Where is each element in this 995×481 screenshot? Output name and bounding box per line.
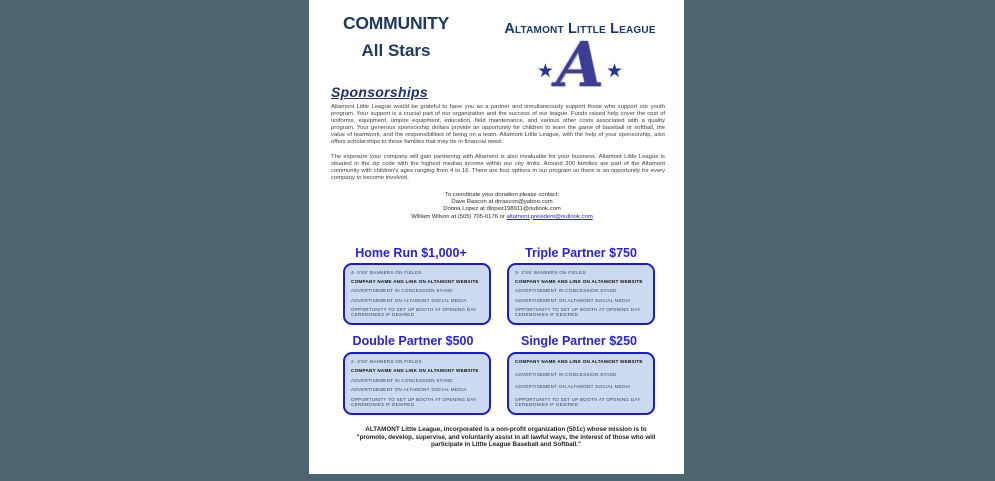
logo-letter-a: A	[555, 28, 605, 101]
contact-email-link[interactable]: altamont.president@outlook.com	[506, 213, 593, 220]
tier-title-triple-partner: Triple Partner $750	[525, 246, 637, 260]
sponsorship-paragraph-2: The exposure your company will gain partnering with Altamont is also invaluable for your business. Altamont Little League is situated in the zip code with the highest median income within our city limits. Around 300 families are part of the Altamont community with children's ages ranging from 4 to 16. There are four options in our program so there is an opportunity for every company to become involved.	[331, 154, 665, 182]
tier-benefit-line: ADVERTISEMENT ON ALTAMONT SOCIAL MEDIA	[351, 297, 467, 303]
tier-benefit-line: COMPANY NAME AND LINK ON ALTAMONT WEBSITE	[515, 279, 643, 285]
tier-benefit-line: ADVERTISEMENT IN CONCESSION STAND	[515, 371, 617, 377]
document-page	[309, 0, 684, 474]
tier-benefit-line: COMPANY NAME AND LINK ON ALTAMONT WEBSITE	[351, 279, 479, 285]
tier-title-home-run: Home Run $1,000+	[355, 246, 467, 260]
tier-box-double-partner	[343, 352, 491, 415]
tier-benefit-line: OPPORTUNITY TO SET UP BOOTH AT OPENING DAY CEREMONIES IF DESIRED	[351, 396, 477, 408]
tier-benefit-line: ADVERTISEMENT ON ALTAMONT SOCIAL MEDIA	[515, 384, 631, 390]
community-title-block	[323, 13, 469, 61]
tier-benefit-line: OPPORTUNITY TO SET UP BOOTH AT OPENING DAY CEREMONIES IF DESIRED	[351, 306, 477, 318]
footer-mission-text: ALTAMONT Little League, Incorporated is a non-profit organization (501c) whose mission is to "promote, develop, supervise, and voluntarily assist in all lawful ways, the interest of those who will participate in Little League Baseball and Softball."	[356, 426, 656, 449]
tier-benefit-line: 3- 3'X5' BANNERS ON FIELDS	[515, 270, 586, 275]
tier-title-double-partner: Double Partner $500	[352, 334, 474, 348]
sponsorships-heading: Sponsorships	[331, 84, 428, 100]
tier-box-triple-partner	[507, 263, 655, 325]
tier-title-single-partner: Single Partner $250	[520, 334, 638, 348]
tier-benefit-line: OPPORTUNITY TO SET UP BOOTH AT OPENING DAY CEREMONIES IF DESIRED	[515, 306, 641, 318]
tier-benefit-line: ADVERTISEMENT IN CONCESSION STAND	[351, 377, 453, 383]
contact-line-dave: Dave Rascon at drrascon@yahoo.com	[451, 199, 553, 206]
contact-intro: To coordinate your donation please contact:	[445, 192, 559, 198]
tier-box-home-run	[343, 263, 491, 325]
tier-box-single-partner	[507, 352, 655, 415]
league-title: Altamont Little League	[504, 21, 656, 37]
community-title: COMMUNITY	[342, 13, 450, 33]
star-right-icon: ★	[606, 61, 624, 82]
contact-block	[347, 192, 657, 221]
allstars-title: All Stars	[361, 41, 431, 60]
tier-benefit-line: ADVERTISEMENT IN CONCESSION STAND	[351, 288, 453, 294]
tier-benefit-line: 2- 3'X5' BANNERS ON FIELDS	[351, 359, 422, 364]
tier-benefit-line: COMPANY NAME AND LINK ON ALTAMONT WEBSITE	[351, 368, 479, 374]
sponsorship-paragraph-1: Altamont Little League would be grateful to have you as a partner and simultaneously support those who support our youth program. Your support is a crucial part of our organization and the success of our league. Funds raised help cover the cost of uniforms, equipment, umpire equipment, education, field maintenance, and various other costs associated with a quality program. Your generous sponsorship dollars provide an opportunity for children to learn the game of baseball or softball, the value of teamwork, and the responsibilities of being on a team. Altamont Little League, with the help of your sponsorship, also offers scholarships to those families that may be in financial need.	[331, 104, 665, 146]
tier-benefit-line: OPPORTUNITY TO SET UP BOOTH AT OPENING DAY CEREMONIES IF DESIRED	[515, 396, 641, 408]
league-logo	[519, 30, 641, 106]
tier-benefit-line: 4- 3'X5' BANNERS ON FIELDS	[351, 270, 422, 275]
contact-william-prefix: William Wilson at (505) 705-0176 or	[411, 213, 507, 220]
contact-line-donna: Donna Lopez at dlopez198911@outlook.com	[443, 206, 561, 213]
tier-benefit-line: ADVERTISEMENT IN CONCESSION STAND	[515, 288, 617, 294]
tier-benefit-line: ADVERTISEMENT ON ALTAMONT SOCIAL MEDIA	[351, 387, 467, 393]
tier-benefit-line: ADVERTISEMENT ON ALTAMONT SOCIAL MEDIA	[515, 297, 631, 303]
contact-line-william	[347, 214, 657, 221]
star-left-icon: ★	[536, 61, 554, 82]
tier-benefit-line: COMPANY NAME AND LINK ON ALTAMONT WEBSITE	[515, 359, 643, 364]
